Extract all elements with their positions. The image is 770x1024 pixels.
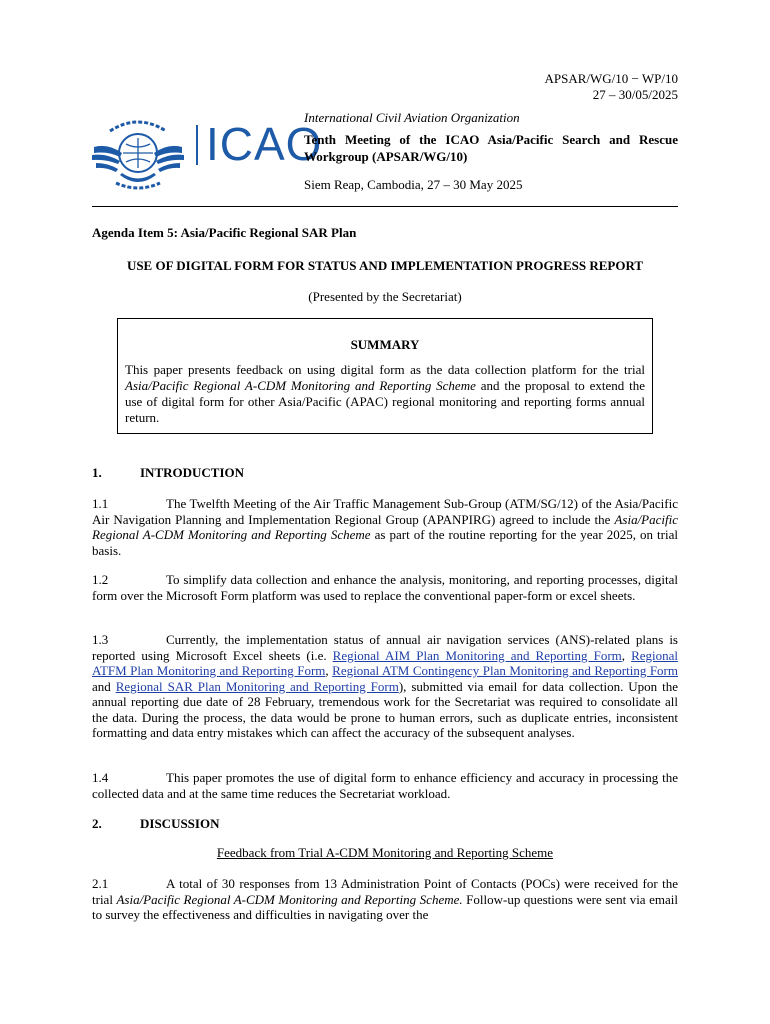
subsection-heading — [92, 845, 678, 861]
reference-dates: 27 – 30/05/2025 — [592, 87, 678, 102]
logo-divider — [196, 125, 198, 165]
icao-logo-text: ICAO — [206, 118, 323, 170]
paragraph-text: A total of 30 responses from 13 Administration Point of Contacts (POCs) were received for the trial — [92, 876, 678, 907]
paragraph-number: 1.1 — [92, 496, 109, 511]
paragraph-2-1 — [92, 876, 678, 923]
document-reference — [545, 71, 679, 103]
paragraph-number: 1.4 — [92, 770, 109, 785]
subsection-title: Feedback from Trial A-CDM Monitoring and Reporting Scheme — [216, 845, 554, 860]
section-heading-introduction: INTRODUCTION — [140, 465, 245, 480]
scheme-name: Asia/Pacific Regional A-CDM Monitoring and Reporting Scheme. — [116, 891, 463, 907]
meeting-venue: Siem Reap, Cambodia, 27 – 30 May 2025 — [304, 177, 523, 192]
paragraph-1-1 — [92, 496, 678, 558]
document-title: USE OF DIGITAL FORM FOR STATUS AND IMPLEMENTATION PROGRESS REPORT — [126, 258, 644, 273]
paragraph-number: 2.1 — [92, 876, 109, 891]
paragraph-1-2 — [92, 572, 678, 603]
reference-code: APSAR/WG/10 − WP/10 — [544, 71, 678, 86]
summary-heading: SUMMARY — [350, 337, 420, 352]
paragraph-text: as part of the routine reporting for the year 2025, on trial basis. — [92, 527, 678, 558]
presented-by: (Presented by the Secretariat) — [308, 289, 462, 304]
separator: and — [92, 678, 116, 694]
summary-scheme-name: Asia/Pacific Regional A-CDM Monitoring and Reporting Scheme — [125, 378, 476, 393]
paragraph-text: The Twelfth Meeting of the Air Traffic Management Sub-Group (ATM/SG/12) of the Asia/Pacific Air Navigation Planning and Implementation Regional Group (APANPIRG) agreed to include the — [92, 496, 678, 527]
agenda-item: Agenda Item 5: Asia/Pacific Regional SAR Plan — [92, 225, 357, 240]
header-divider — [92, 206, 678, 207]
separator: , — [621, 647, 632, 663]
summary-box — [117, 318, 653, 434]
paragraph-1-4 — [92, 770, 678, 801]
organization-name: International Civil Aviation Organization — [304, 110, 520, 125]
paragraph-number: 1.2 — [92, 572, 109, 587]
link-regional-atfm-plan-form[interactable]: Regional ATFM Plan Monitoring and Reporting Form — [92, 647, 679, 678]
link-regional-sar-plan-form[interactable]: Regional SAR Plan Monitoring and Reporting Form — [115, 678, 399, 694]
paragraph-text: Follow-up questions were sent via email to survey the effectiveness and difficulties in navigating over the — [92, 891, 678, 922]
link-regional-atm-contingency-plan-form[interactable]: Regional ATM Contingency Plan Monitoring and Reporting Form — [332, 663, 678, 678]
paragraph-text: Currently, the implementation status of annual air navigation services (ANS)-related plans is reported using Microsoft Excel sheets (i.e. — [92, 632, 678, 663]
section-number: 2. — [92, 816, 102, 831]
section-heading-discussion: DISCUSSION — [140, 816, 220, 831]
paragraph-text: ), submitted via email for data collection. Upon the annual reporting due date of 28 February, tremendous work for the Secretariat was required to consolidate all the data. During the process, the data would be prone to human errors, such as duplicate entries, inconsistent formatting and data entry mistakes which can affect the accuracy of the subsequent analyses. — [92, 678, 679, 740]
summary-text — [125, 362, 645, 426]
paragraph-number: 1.3 — [92, 632, 109, 647]
section-number: 1. — [92, 465, 102, 480]
summary-text-part: and the proposal to extend the use of digital form for other Asia/Pacific (APAC) regional monitoring and reporting forms annual return. — [125, 378, 645, 425]
paragraph-text: To simplify data collection and enhance the analysis, monitoring, and reporting processes, digital form over the Microsoft Form platform was used to replace the conventional paper-form or excel sheets. — [92, 572, 678, 603]
separator: , — [325, 663, 333, 678]
meeting-title: Tenth Meeting of the ICAO Asia/Pacific Search and Rescue Workgroup (APSAR/WG/10) — [304, 132, 678, 164]
summary-text-part: This paper presents feedback on using digital form as the data collection platform for the trial — [125, 362, 645, 377]
icao-emblem-icon — [90, 117, 186, 193]
scheme-name: Asia/Pacific Regional A-CDM Monitoring and Reporting Scheme — [92, 511, 678, 542]
paragraph-text: This paper promotes the use of digital form to enhance efficiency and accuracy in processing the collected data and at the same time reduces the Secretariat workload. — [92, 770, 678, 801]
link-regional-aim-plan-form[interactable]: Regional AIM Plan Monitoring and Reporting Form — [332, 647, 622, 663]
paragraph-1-3 — [92, 632, 678, 741]
